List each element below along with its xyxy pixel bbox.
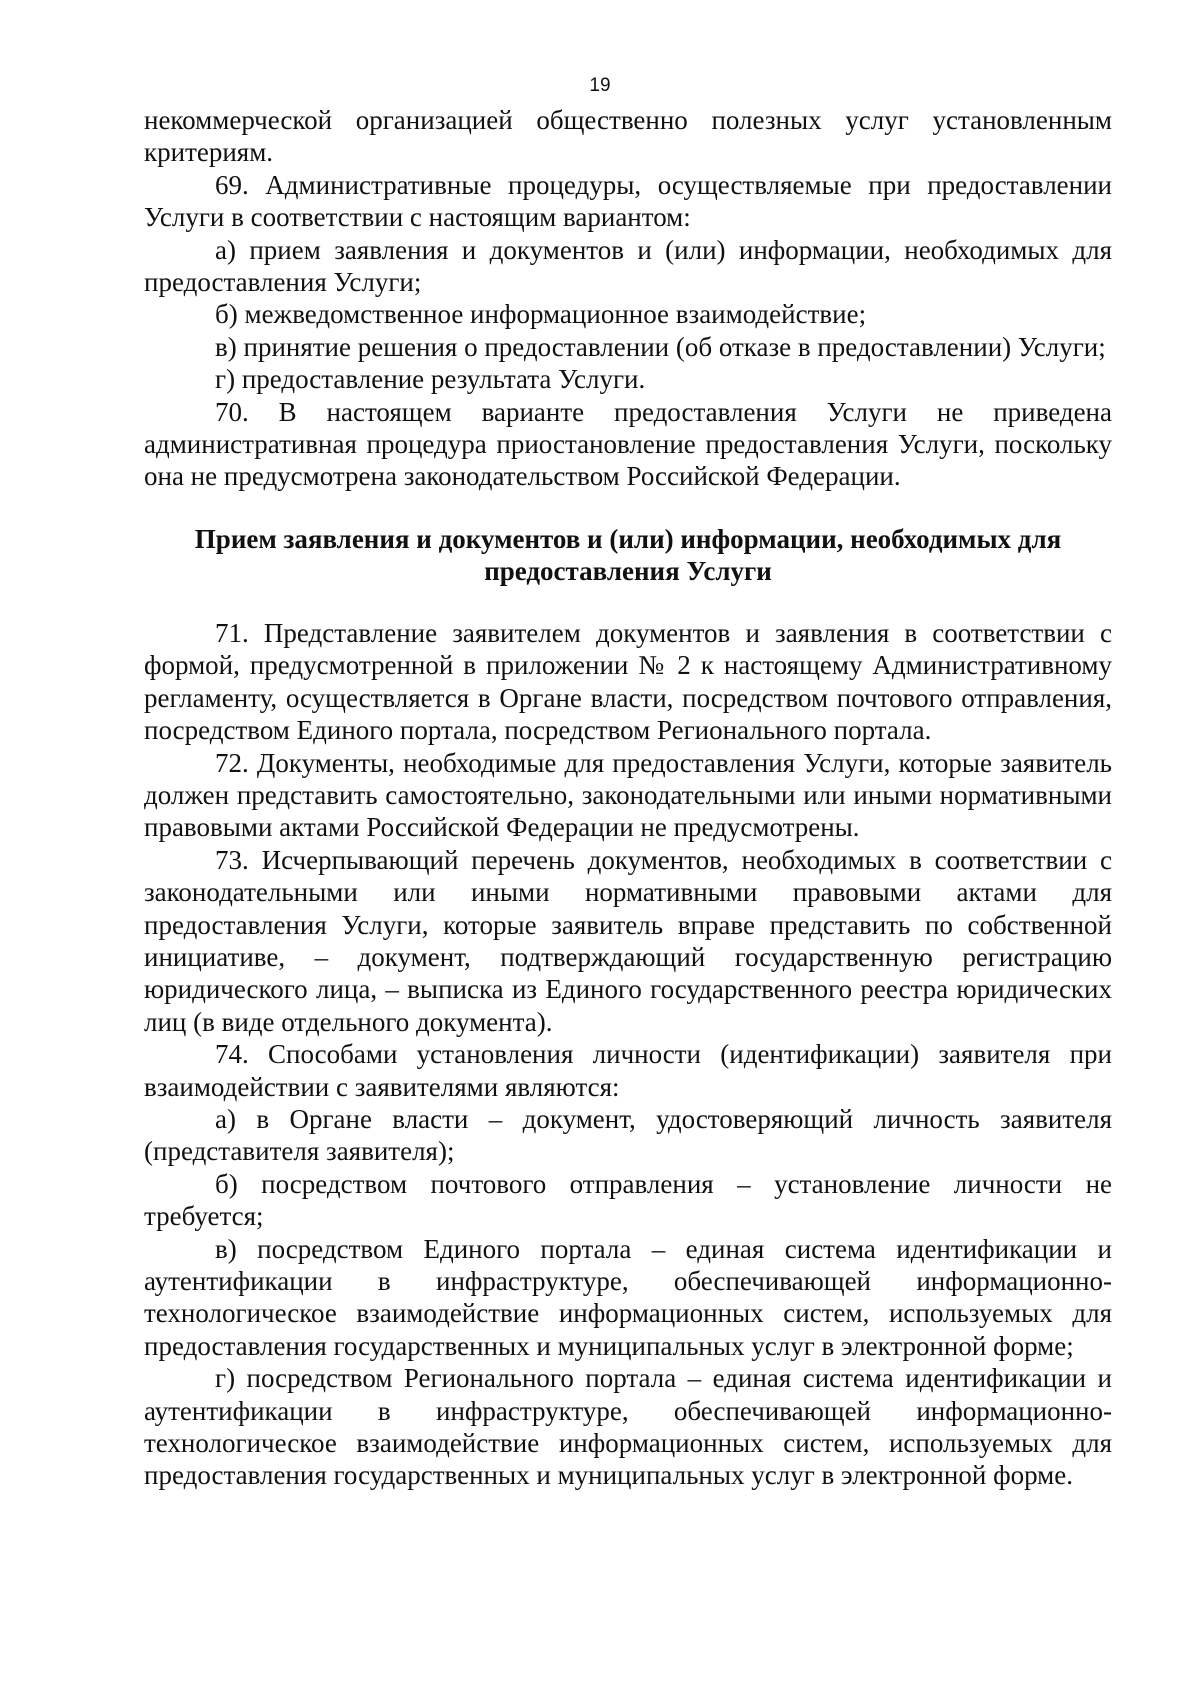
paragraph-73: 73. Исчерпывающий перечень документов, необходимых в соответствии с законодательными или иными нормативными правовыми актами для предоставления Услуги, которые заявитель вправе представить по собственной инициативе, – документ, подтверждающий государственную регистрацию юридического лица, – выписка из Единого государственного реестра юридических лиц (в виде отдельного документа). bbox=[144, 844, 1112, 1037]
paragraph-71: 71. Представление заявителем документов и заявления в соответствии с формой, предусмотренной в приложении № 2 к настоящему Административному регламенту, осуществляется в Органе власти, посредством почтового отправления, посредством Единого портала, посредством Регионального портала. bbox=[144, 617, 1112, 746]
paragraph-70: 70. В настоящем варианте предоставления Услуги не приведена административная процедура приостановление предоставления Услуги, поскольку она не предусмотрена законодательством Российской Федерации. bbox=[144, 396, 1112, 492]
identification-item-b: б) посредством почтового отправления – установление личности не требуется; bbox=[144, 1168, 1112, 1232]
list-item-g: г) предоставление результата Услуги. bbox=[215, 364, 646, 395]
list-item-a: а) прием заявления и документов и (или) информации, необходимых для предоставления Услуги; bbox=[144, 234, 1112, 298]
identification-item-a: а) в Органе власти – документ, удостоверяющий личность заявителя (представителя заявителя); bbox=[144, 1103, 1112, 1167]
paragraph-continuation: некоммерческой организацией общественно полезных услуг установленным критериям. bbox=[144, 105, 1112, 168]
identification-item-g: г) посредством Регионального портала – единая система идентификации и аутентификации в инфраструктуре, обеспечивающей информационно-технологическое взаимодействие информационных систем, используемых для предоставления государственных и муниципальных услуг в электронной форме. bbox=[144, 1363, 1112, 1491]
list-item-v: в) принятие решения о предоставлении (об отказе в предоставлении) Услуги; bbox=[215, 331, 1106, 362]
paragraph-69: 69. Административные процедуры, осуществляемые при предоставлении Услуги в соответствии с настоящим вариантом: bbox=[144, 169, 1112, 233]
page-number: 19 bbox=[589, 75, 611, 96]
paragraph-72: 72. Документы, необходимые для предоставления Услуги, которые заявитель должен представить самостоятельно, законодательными или иными нормативными правовыми актами Российской Федерации не предусмотрены. bbox=[144, 747, 1112, 843]
list-item-b: б) межведомственное информационное взаимодействие; bbox=[215, 299, 867, 330]
document-body bbox=[144, 104, 1112, 1492]
section-heading: Прием заявления и документов и (или) информации, необходимых для предоставления Услуги bbox=[194, 523, 1062, 586]
identification-item-v: в) посредством Единого портала – единая система идентификации и аутентификации в инфраструктуре, обеспечивающей информационно-технологическое взаимодействие информационных систем, используемых для предоставления государственных и муниципальных услуг в электронной форме; bbox=[144, 1233, 1112, 1361]
paragraph-74: 74. Способами установления личности (идентификации) заявителя при взаимодействии с заявителями являются: bbox=[144, 1039, 1112, 1102]
